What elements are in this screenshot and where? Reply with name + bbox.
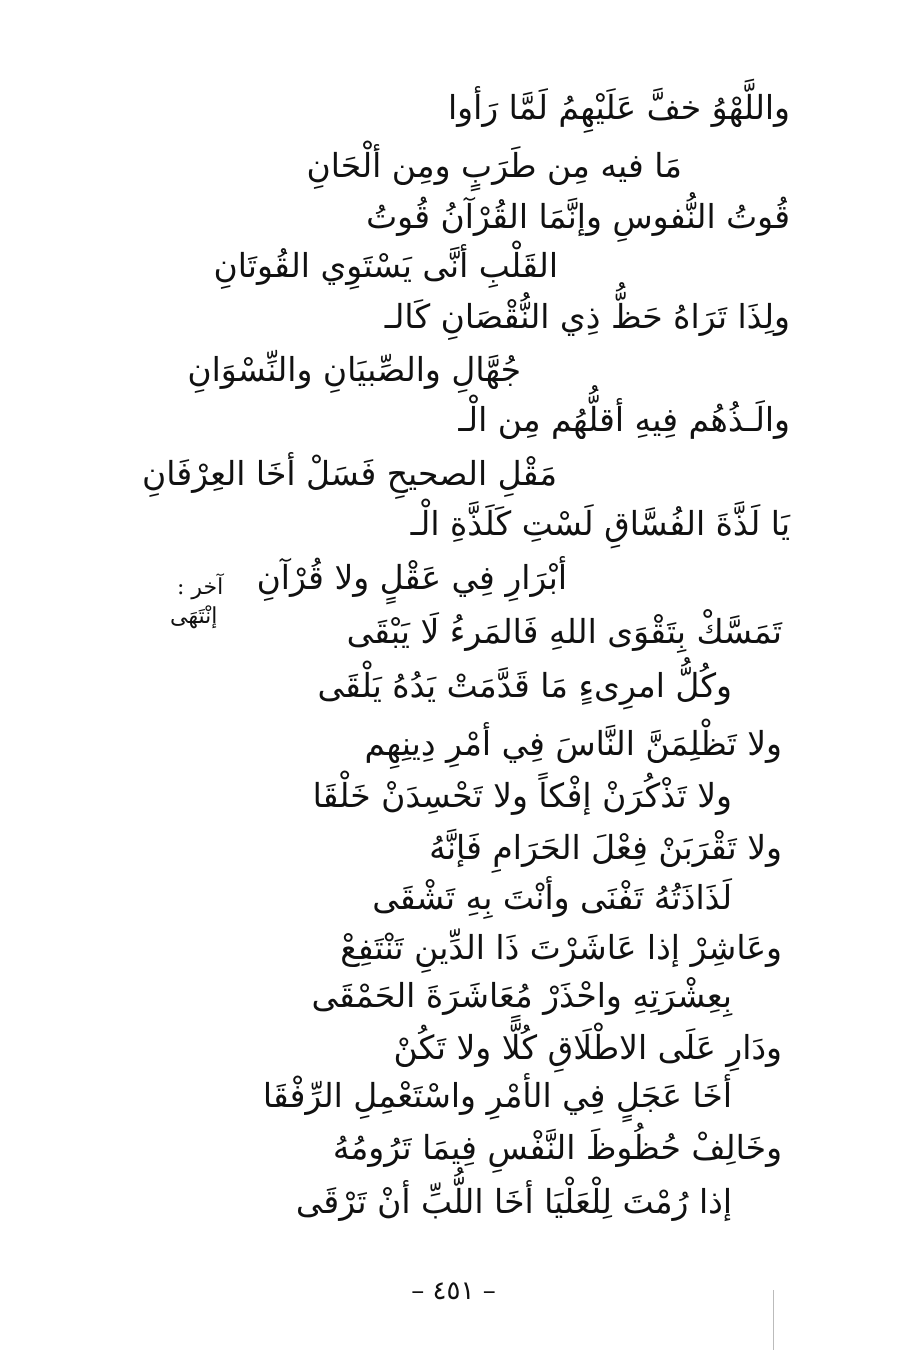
poem-line-6: جُهَّالِ والصِّبيَانِ والنِّسْوَانِ bbox=[187, 350, 521, 389]
poem-line-3: قُوتُ النُّفوسِ وإنَّمَا القُرْآنُ قُوتُ bbox=[366, 197, 790, 236]
page-number: – ٤٥١ – bbox=[411, 1276, 496, 1306]
poem-line-8: مَقْلِ الصحيحِ فَسَلْ أخَا العِرْفَانِ bbox=[142, 454, 557, 493]
poem-line-22: إذا رُمْتَ لِلْعَلْيَا أخَا اللُّبِّ أنْ تَرْقَى bbox=[295, 1182, 732, 1221]
poem-line-9: يَا لَذَّةَ الفُسَّاقِ لَسْتِ كَلَذَّةِ الْـ bbox=[410, 504, 790, 543]
poem-line-16: لَذَاذَتُهُ تَفْنَى وأنْتَ بِهِ تَشْقَى bbox=[372, 878, 732, 917]
poem-line-18: بِعِشْرَتِهِ واحْذَرْ مُعَاشَرَةَ الحَمْقَى bbox=[311, 976, 732, 1015]
scan-edge-mark bbox=[773, 1290, 774, 1350]
poem-line-11: تَمَسَّكْ بِتَقْوَى اللهِ فَالمَرءُ لَا يَبْقَى bbox=[346, 612, 782, 651]
poem-line-21: وخَالِفْ حُظُوظَ النَّفْسِ فِيمَا تَرُومُهُ bbox=[332, 1128, 782, 1167]
poem-line-10: أبْرَارِ فِي عَقْلٍ ولا قُرْآنِ bbox=[256, 558, 567, 597]
poem-line-12: وكُلُّ امرِىءٍ مَا قَدَّمَتْ يَدُهُ يَلْقَى bbox=[317, 666, 732, 705]
poem-line-19: ودَارِ عَلَى الاطْلَاقِ كُلًّا ولا تَكُنْ bbox=[393, 1028, 782, 1067]
poem-line-20: أخَا عَجَلٍ فِي الأمْرِ واسْتَعْمِلِ الرِّفْقَا bbox=[262, 1076, 732, 1115]
poem-line-17: وعَاشِرْ إذا عَاشَرْتَ ذَا الدِّينِ تَنْتَفِعْ bbox=[340, 928, 782, 967]
poem-line-1: واللَّهْوُ خفَّ عَلَيْهِمُ لَمَّا رَأوا bbox=[447, 88, 790, 127]
side-note-end: إنْتَهَى bbox=[170, 604, 218, 629]
poem-line-4: القَلْبِ أنَّى يَسْتَوِي القُوتَانِ bbox=[213, 246, 558, 285]
poem-line-14: ولا تَذْكُرَنْ إفْكاً ولا تَحْسِدَنْ خَلْقَا bbox=[312, 776, 732, 815]
poem-line-7: والَـذُهُم فِيهِ أقلُّهُم مِن الْـ bbox=[458, 400, 790, 439]
poem-line-13: ولا تَظْلِمَنَّ النَّاسَ فِي أمْرِ دِينِهِم bbox=[364, 724, 782, 763]
side-note-other: آخر : bbox=[177, 575, 224, 600]
poem-line-15: ولا تَقْرَبَنْ فِعْلَ الحَرَامِ فَإنَّهُ bbox=[429, 828, 782, 867]
poem-line-2: مَا فيه مِن طَرَبٍ ومِن ألْحَانِ bbox=[306, 146, 682, 185]
poem-line-5: ولِذَا تَرَاهُ حَظُّ ذِي النُّقْصَانِ كَالـ bbox=[384, 297, 790, 336]
